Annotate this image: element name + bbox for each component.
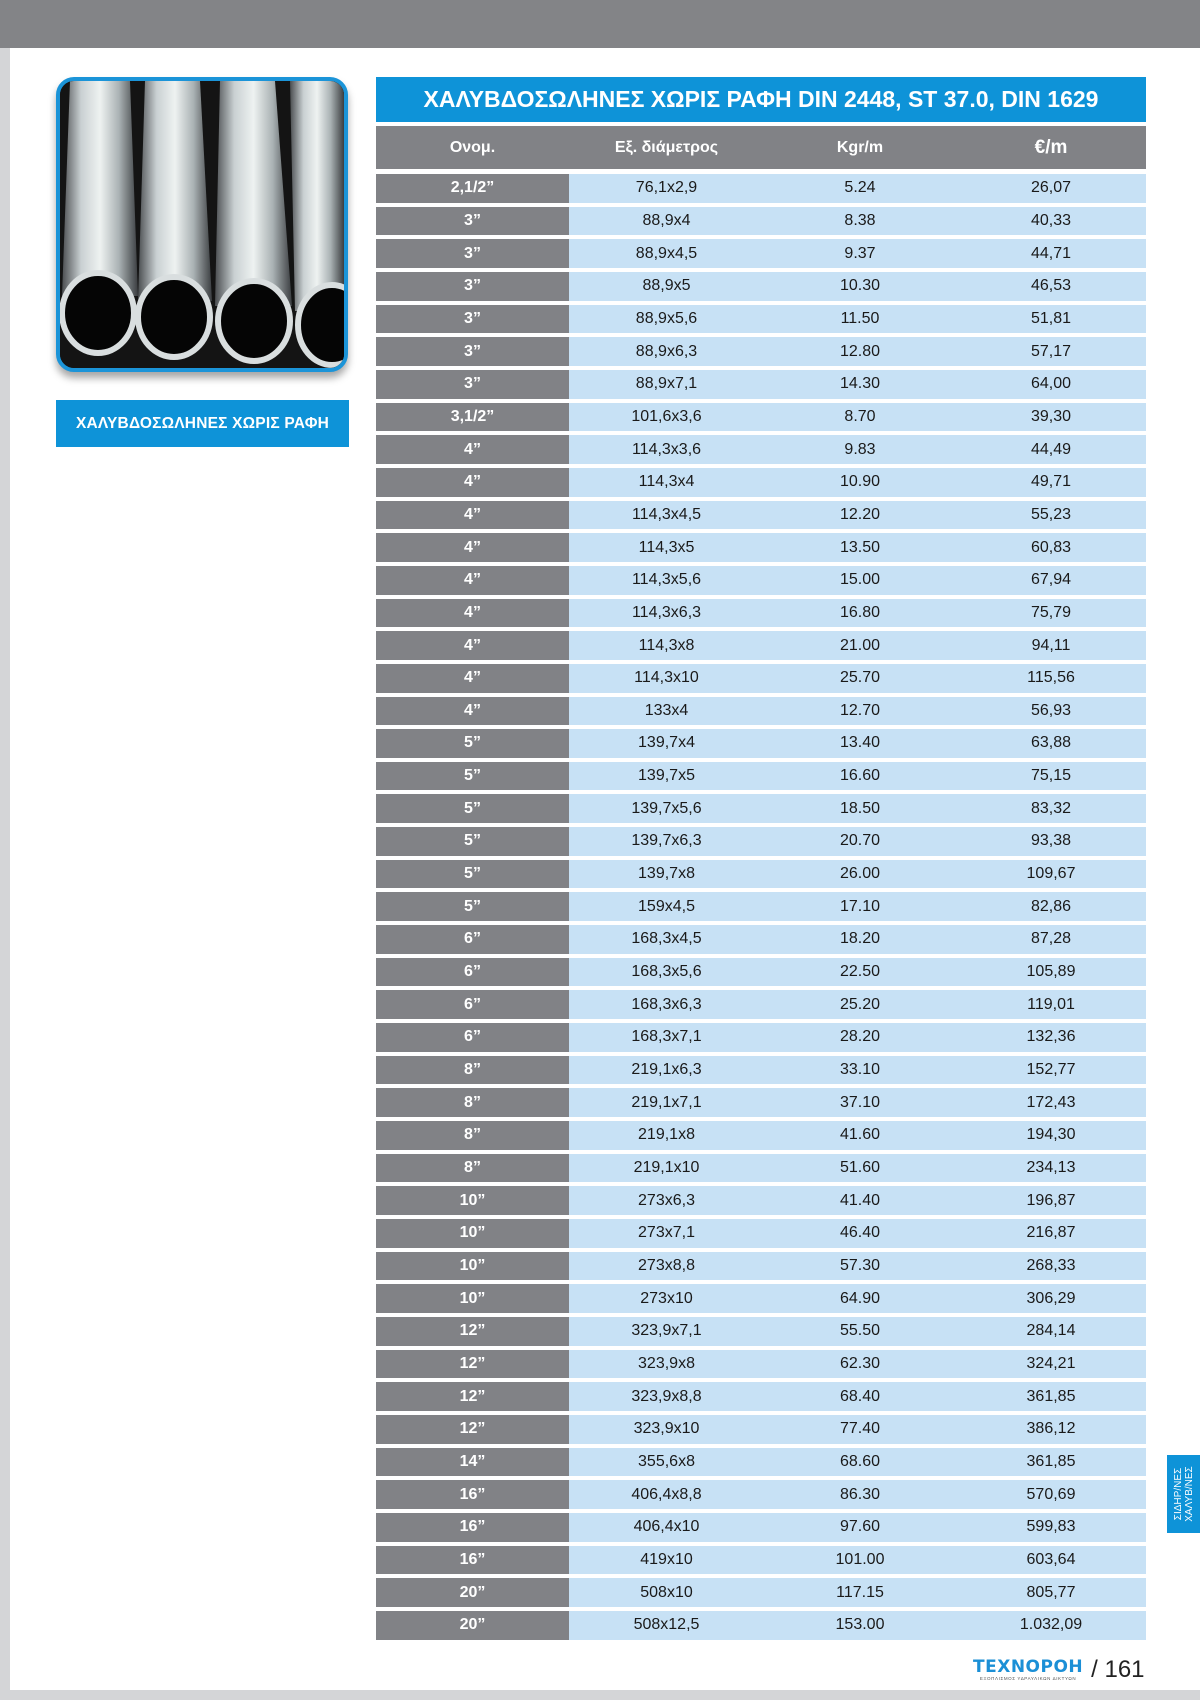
- cell-outer-diameter: 88,9x7,1: [569, 370, 764, 399]
- cell-price: 49,71: [956, 468, 1146, 497]
- table-row: [376, 1513, 1146, 1542]
- cell-outer-diameter: 323,9x8: [569, 1350, 764, 1379]
- cell-nominal: 3”: [376, 305, 569, 334]
- table-row: [376, 958, 1146, 987]
- cell-nominal: 5”: [376, 827, 569, 856]
- cell-nominal: 4”: [376, 435, 569, 464]
- cell-price: 196,87: [956, 1186, 1146, 1215]
- cell-outer-diameter: 139,7x5: [569, 762, 764, 791]
- table-row: [376, 1088, 1146, 1117]
- cell-price: 75,79: [956, 599, 1146, 628]
- cell-weight: 9.83: [764, 435, 956, 464]
- cell-price: 83,32: [956, 794, 1146, 823]
- table-row: [376, 697, 1146, 726]
- cell-weight: 51.60: [764, 1154, 956, 1183]
- table-title: ΧΑΛΥΒΔΟΣΩΛΗΝΕΣ ΧΩΡΙΣ ΡΑΦΗ DIN 2448, ST 37.0, DIN 1629: [376, 77, 1146, 122]
- cell-nominal: 6”: [376, 958, 569, 987]
- cell-price: 44,49: [956, 435, 1146, 464]
- cell-nominal: 10”: [376, 1186, 569, 1215]
- cell-outer-diameter: 219,1x10: [569, 1154, 764, 1183]
- cell-nominal: 16”: [376, 1513, 569, 1542]
- cell-weight: 12.20: [764, 501, 956, 530]
- cell-weight: 13.40: [764, 729, 956, 758]
- table-row: [376, 1219, 1146, 1248]
- cell-weight: 18.50: [764, 794, 956, 823]
- cell-weight: 101.00: [764, 1546, 956, 1575]
- cell-outer-diameter: 114,3x4: [569, 468, 764, 497]
- cell-weight: 14.30: [764, 370, 956, 399]
- cell-weight: 64.90: [764, 1284, 956, 1313]
- cell-price: 67,94: [956, 566, 1146, 595]
- cell-nominal: 20”: [376, 1611, 569, 1640]
- cell-outer-diameter: 114,3x5: [569, 533, 764, 562]
- table-row: [376, 533, 1146, 562]
- cell-price: 361,85: [956, 1382, 1146, 1411]
- table-row: [376, 925, 1146, 954]
- cell-nominal: 16”: [376, 1546, 569, 1575]
- cell-outer-diameter: 419x10: [569, 1546, 764, 1575]
- cell-nominal: 16”: [376, 1480, 569, 1509]
- cell-price: 57,17: [956, 337, 1146, 366]
- table-row: [376, 435, 1146, 464]
- cell-nominal: 3”: [376, 370, 569, 399]
- cell-outer-diameter: 168,3x5,6: [569, 958, 764, 987]
- cell-weight: 20.70: [764, 827, 956, 856]
- header-price: €/m: [1034, 136, 1068, 158]
- cell-nominal: 10”: [376, 1252, 569, 1281]
- table-row: [376, 501, 1146, 530]
- cell-nominal: 5”: [376, 794, 569, 823]
- cell-price: 268,33: [956, 1252, 1146, 1281]
- cell-outer-diameter: 114,3x5,6: [569, 566, 764, 595]
- cell-nominal: 4”: [376, 533, 569, 562]
- cell-price: 26,07: [956, 174, 1146, 203]
- cell-price: 109,67: [956, 860, 1146, 889]
- cell-outer-diameter: 114,3x6,3: [569, 599, 764, 628]
- cell-weight: 97.60: [764, 1513, 956, 1542]
- table-row: [376, 207, 1146, 236]
- cell-weight: 21.00: [764, 631, 956, 660]
- cell-outer-diameter: 88,9x5: [569, 272, 764, 301]
- table-row: [376, 860, 1146, 889]
- cell-outer-diameter: 114,3x10: [569, 664, 764, 693]
- cell-outer-diameter: 273x6,3: [569, 1186, 764, 1215]
- cell-outer-diameter: 159x4,5: [569, 892, 764, 921]
- cell-weight: 41.60: [764, 1121, 956, 1150]
- cell-weight: 57.30: [764, 1252, 956, 1281]
- price-table-body: [376, 174, 1146, 1644]
- cell-weight: 55.50: [764, 1317, 956, 1346]
- cell-outer-diameter: 273x8,8: [569, 1252, 764, 1281]
- cell-nominal: 4”: [376, 566, 569, 595]
- table-row: [376, 1415, 1146, 1444]
- table-row: [376, 762, 1146, 791]
- cell-weight: 16.60: [764, 762, 956, 791]
- cell-nominal: 8”: [376, 1154, 569, 1183]
- cell-price: 87,28: [956, 925, 1146, 954]
- side-tab-line-1: ΣΙΔΗΡ/ΝΕΣ: [1172, 1467, 1184, 1521]
- logo-subtitle: ΕΞΟΠΛΙΣΜΟΣ ΥΔΡΑΥΛΙΚΩΝ ΔΙΚΤΥΩΝ: [979, 1675, 1077, 1681]
- pipes-illustration-icon: [60, 81, 344, 368]
- cell-outer-diameter: 508x10: [569, 1578, 764, 1607]
- cell-weight: 68.40: [764, 1382, 956, 1411]
- cell-weight: 11.50: [764, 305, 956, 334]
- cell-weight: 33.10: [764, 1056, 956, 1085]
- left-margin-strip: [0, 48, 10, 1690]
- cell-outer-diameter: 323,9x10: [569, 1415, 764, 1444]
- cell-price: 324,21: [956, 1350, 1146, 1379]
- table-header-row: [376, 126, 1146, 169]
- cell-nominal: 10”: [376, 1219, 569, 1248]
- cell-nominal: 3,1/2”: [376, 403, 569, 432]
- cell-nominal: 6”: [376, 990, 569, 1019]
- cell-price: 599,83: [956, 1513, 1146, 1542]
- cell-nominal: 4”: [376, 631, 569, 660]
- cell-price: 44,71: [956, 239, 1146, 268]
- cell-nominal: 3”: [376, 207, 569, 236]
- table-row: [376, 729, 1146, 758]
- table-row: [376, 990, 1146, 1019]
- table-row: [376, 827, 1146, 856]
- table-row: [376, 337, 1146, 366]
- cell-nominal: 4”: [376, 664, 569, 693]
- cell-outer-diameter: 508x12,5: [569, 1611, 764, 1640]
- cell-nominal: 3”: [376, 272, 569, 301]
- cell-price: 105,89: [956, 958, 1146, 987]
- cell-price: 172,43: [956, 1088, 1146, 1117]
- cell-weight: 37.10: [764, 1088, 956, 1117]
- cell-nominal: 12”: [376, 1382, 569, 1411]
- table-row: [376, 631, 1146, 660]
- cell-outer-diameter: 101,6x3,6: [569, 403, 764, 432]
- cell-nominal: 5”: [376, 762, 569, 791]
- cell-outer-diameter: 323,9x7,1: [569, 1317, 764, 1346]
- cell-nominal: 12”: [376, 1415, 569, 1444]
- cell-outer-diameter: 114,3x8: [569, 631, 764, 660]
- cell-outer-diameter: 219,1x7,1: [569, 1088, 764, 1117]
- table-row: [376, 664, 1146, 693]
- cell-nominal: 3”: [376, 239, 569, 268]
- cell-outer-diameter: 88,9x5,6: [569, 305, 764, 334]
- cell-price: 361,85: [956, 1448, 1146, 1477]
- cell-outer-diameter: 76,1x2,9: [569, 174, 764, 203]
- cell-price: 1.032,09: [956, 1611, 1146, 1640]
- bottom-margin-strip: [0, 1690, 1200, 1700]
- cell-price: 46,53: [956, 272, 1146, 301]
- cell-weight: 68.60: [764, 1448, 956, 1477]
- table-row: [376, 174, 1146, 203]
- cell-price: 152,77: [956, 1056, 1146, 1085]
- cell-weight: 10.90: [764, 468, 956, 497]
- table-row: [376, 1578, 1146, 1607]
- cell-weight: 25.20: [764, 990, 956, 1019]
- table-row: [376, 794, 1146, 823]
- top-bar: [0, 0, 1200, 48]
- cell-outer-diameter: 133x4: [569, 697, 764, 726]
- cell-weight: 9.37: [764, 239, 956, 268]
- section-side-tab[interactable]: [1167, 1455, 1200, 1533]
- cell-weight: 22.50: [764, 958, 956, 987]
- header-weight: Kgr/m: [836, 138, 884, 156]
- cell-weight: 18.20: [764, 925, 956, 954]
- cell-outer-diameter: 323,9x8,8: [569, 1382, 764, 1411]
- cell-price: 40,33: [956, 207, 1146, 236]
- cell-price: 216,87: [956, 1219, 1146, 1248]
- cell-weight: 117.15: [764, 1578, 956, 1607]
- cell-weight: 77.40: [764, 1415, 956, 1444]
- cell-outer-diameter: 88,9x4: [569, 207, 764, 236]
- cell-outer-diameter: 168,3x7,1: [569, 1023, 764, 1052]
- table-row: [376, 1546, 1146, 1575]
- table-row: [376, 370, 1146, 399]
- table-row: [376, 1252, 1146, 1281]
- cell-price: 56,93: [956, 697, 1146, 726]
- cell-outer-diameter: 219,1x8: [569, 1121, 764, 1150]
- cell-weight: 25.70: [764, 664, 956, 693]
- cell-weight: 46.40: [764, 1219, 956, 1248]
- cell-price: 115,56: [956, 664, 1146, 693]
- cell-price: 94,11: [956, 631, 1146, 660]
- header-nominal: Ονομ.: [449, 138, 496, 156]
- table-row: [376, 1317, 1146, 1346]
- cell-nominal: 5”: [376, 892, 569, 921]
- cell-weight: 41.40: [764, 1186, 956, 1215]
- cell-nominal: 6”: [376, 1023, 569, 1052]
- cell-nominal: 8”: [376, 1088, 569, 1117]
- cell-price: 55,23: [956, 501, 1146, 530]
- cell-nominal: 4”: [376, 501, 569, 530]
- cell-outer-diameter: 273x10: [569, 1284, 764, 1313]
- brand-logo: [973, 1656, 1084, 1682]
- cell-price: 570,69: [956, 1480, 1146, 1509]
- cell-nominal: 4”: [376, 599, 569, 628]
- cell-price: 82,86: [956, 892, 1146, 921]
- table-row: [376, 1023, 1146, 1052]
- steel-pipes-photo: [56, 77, 348, 372]
- cell-price: 234,13: [956, 1154, 1146, 1183]
- table-row: [376, 1448, 1146, 1477]
- table-row: [376, 1284, 1146, 1313]
- cell-price: 132,36: [956, 1023, 1146, 1052]
- cell-nominal: 4”: [376, 697, 569, 726]
- cell-price: 306,29: [956, 1284, 1146, 1313]
- table-row: [376, 239, 1146, 268]
- cell-outer-diameter: 114,3x3,6: [569, 435, 764, 464]
- cell-price: 93,38: [956, 827, 1146, 856]
- cell-price: 603,64: [956, 1546, 1146, 1575]
- cell-outer-diameter: 88,9x6,3: [569, 337, 764, 366]
- cell-weight: 8.70: [764, 403, 956, 432]
- cell-price: 63,88: [956, 729, 1146, 758]
- cell-outer-diameter: 88,9x4,5: [569, 239, 764, 268]
- cell-nominal: 20”: [376, 1578, 569, 1607]
- cell-nominal: 5”: [376, 729, 569, 758]
- table-row: [376, 305, 1146, 334]
- cell-price: 194,30: [956, 1121, 1146, 1150]
- cell-outer-diameter: 273x7,1: [569, 1219, 764, 1248]
- table-row: [376, 566, 1146, 595]
- cell-weight: 8.38: [764, 207, 956, 236]
- header-outer-diameter: Εξ. διάμετρος: [614, 138, 719, 156]
- cell-price: 64,00: [956, 370, 1146, 399]
- cell-nominal: 10”: [376, 1284, 569, 1313]
- table-row: [376, 468, 1146, 497]
- cell-price: 39,30: [956, 403, 1146, 432]
- cell-nominal: 8”: [376, 1056, 569, 1085]
- logo-wordmark: TEXNOPOH: [973, 1656, 1084, 1677]
- table-row: [376, 403, 1146, 432]
- cell-weight: 12.80: [764, 337, 956, 366]
- table-row: [376, 1480, 1146, 1509]
- table-row: [376, 892, 1146, 921]
- cell-outer-diameter: 139,7x5,6: [569, 794, 764, 823]
- category-label: ΧΑΛΥΒΔΟΣΩΛΗΝΕΣ ΧΩΡΙΣ ΡΑΦΗ: [56, 400, 349, 447]
- cell-weight: 62.30: [764, 1350, 956, 1379]
- cell-nominal: 4”: [376, 468, 569, 497]
- cell-nominal: 2,1/2”: [376, 174, 569, 203]
- cell-weight: 5.24: [764, 174, 956, 203]
- cell-outer-diameter: 355,6x8: [569, 1448, 764, 1477]
- table-row: [376, 1154, 1146, 1183]
- cell-outer-diameter: 168,3x4,5: [569, 925, 764, 954]
- side-tab-line-2: ΧΑΛΥΒ/ΝΕΣ: [1183, 1466, 1195, 1522]
- cell-nominal: 14”: [376, 1448, 569, 1477]
- cell-outer-diameter: 114,3x4,5: [569, 501, 764, 530]
- cell-weight: 86.30: [764, 1480, 956, 1509]
- cell-weight: 26.00: [764, 860, 956, 889]
- cell-price: 805,77: [956, 1578, 1146, 1607]
- cell-weight: 10.30: [764, 272, 956, 301]
- page-number: / 161: [1091, 1656, 1145, 1683]
- cell-weight: 28.20: [764, 1023, 956, 1052]
- table-row: [376, 599, 1146, 628]
- cell-price: 51,81: [956, 305, 1146, 334]
- cell-price: 119,01: [956, 990, 1146, 1019]
- cell-weight: 13.50: [764, 533, 956, 562]
- cell-outer-diameter: 406,4x10: [569, 1513, 764, 1542]
- table-row: [376, 1121, 1146, 1150]
- cell-outer-diameter: 219,1x6,3: [569, 1056, 764, 1085]
- cell-weight: 17.10: [764, 892, 956, 921]
- cell-weight: 15.00: [764, 566, 956, 595]
- footer: [973, 1656, 1145, 1684]
- cell-outer-diameter: 168,3x6,3: [569, 990, 764, 1019]
- cell-outer-diameter: 139,7x4: [569, 729, 764, 758]
- cell-outer-diameter: 406,4x8,8: [569, 1480, 764, 1509]
- cell-weight: 153.00: [764, 1611, 956, 1640]
- cell-nominal: 5”: [376, 860, 569, 889]
- table-row: [376, 1382, 1146, 1411]
- cell-outer-diameter: 139,7x6,3: [569, 827, 764, 856]
- cell-weight: 12.70: [764, 697, 956, 726]
- cell-weight: 16.80: [764, 599, 956, 628]
- table-row: [376, 1611, 1146, 1640]
- cell-price: 386,12: [956, 1415, 1146, 1444]
- cell-nominal: 12”: [376, 1350, 569, 1379]
- cell-price: 60,83: [956, 533, 1146, 562]
- table-row: [376, 1056, 1146, 1085]
- table-row: [376, 1350, 1146, 1379]
- cell-nominal: 3”: [376, 337, 569, 366]
- cell-price: 75,15: [956, 762, 1146, 791]
- cell-price: 284,14: [956, 1317, 1146, 1346]
- cell-outer-diameter: 139,7x8: [569, 860, 764, 889]
- cell-nominal: 8”: [376, 1121, 569, 1150]
- table-row: [376, 1186, 1146, 1215]
- cell-nominal: 12”: [376, 1317, 569, 1346]
- table-row: [376, 272, 1146, 301]
- cell-nominal: 6”: [376, 925, 569, 954]
